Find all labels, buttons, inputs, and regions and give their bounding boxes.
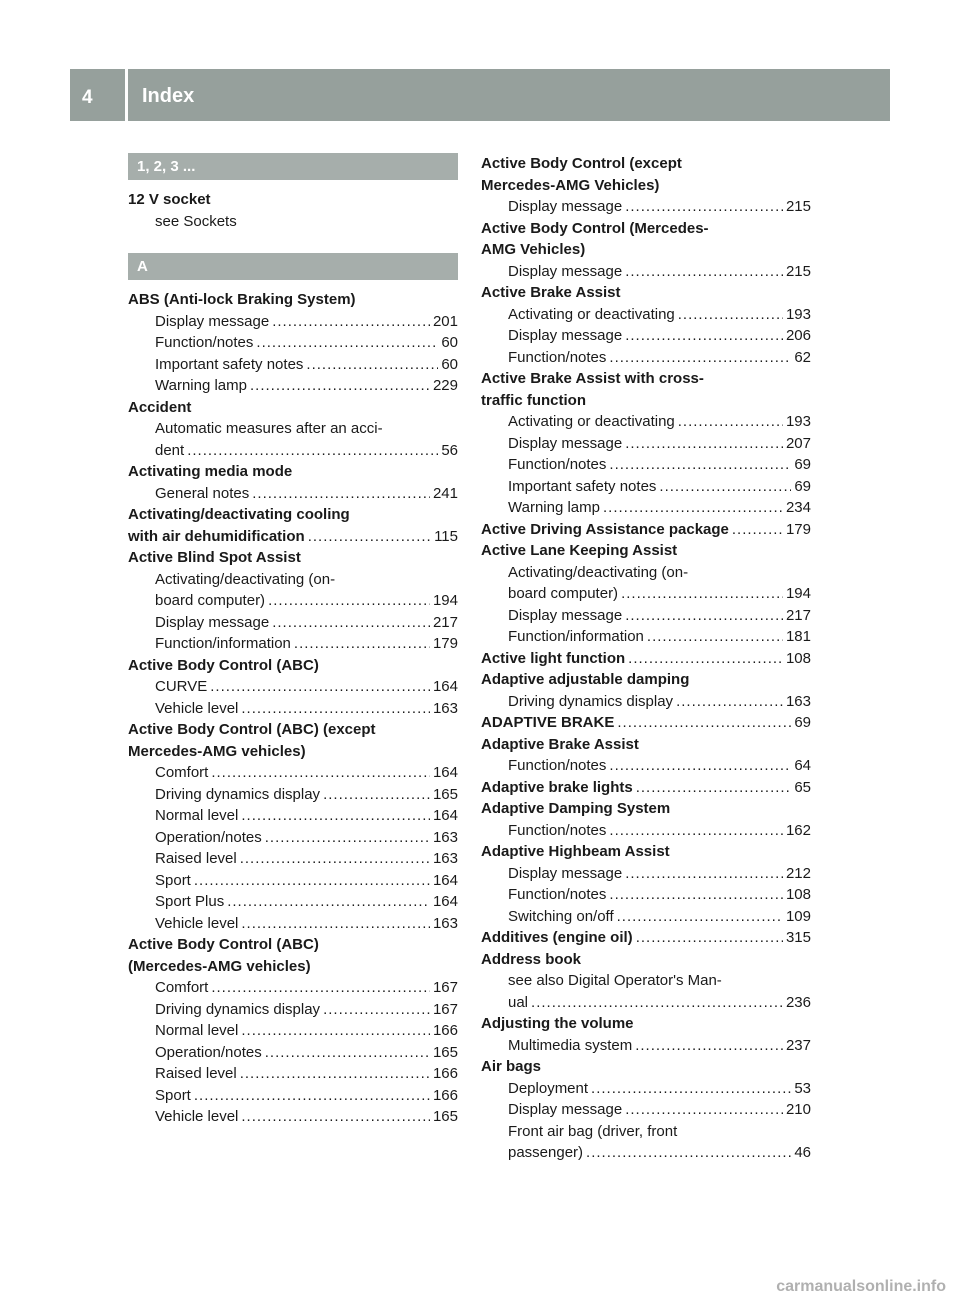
page-reference: 164 [432, 764, 458, 781]
index-subentry [481, 626, 811, 648]
watermark: carmanualsonline.info [776, 1278, 946, 1295]
index-subentry [128, 1042, 458, 1064]
page-reference: 163 [432, 850, 458, 867]
entry-label: Additives (engine oil) [481, 929, 633, 946]
index-subentry [128, 612, 458, 634]
index-term: Adjusting the volume [481, 1015, 634, 1032]
entry-label: Deployment [508, 1079, 589, 1097]
page-reference: 215 [785, 198, 811, 215]
dot-leader [265, 1042, 430, 1064]
entry-label: Comfort [155, 979, 209, 996]
index-subentry [481, 433, 811, 455]
index-subentry [481, 884, 811, 906]
index-subentry [481, 497, 811, 519]
page-reference: 166 [432, 1065, 458, 1082]
dot-leader [609, 820, 783, 842]
index-term-with-page [481, 927, 811, 949]
page-reference: 53 [794, 1079, 811, 1097]
dot-leader [308, 526, 431, 548]
index-term: Active Brake Assist with cross- [481, 370, 704, 387]
page-reference: 69 [794, 714, 811, 731]
dot-leader [294, 633, 430, 655]
dot-leader [617, 906, 783, 928]
entry-label: Raised level [155, 1065, 237, 1082]
dot-leader [609, 454, 791, 476]
dot-leader [211, 762, 430, 784]
entry-label: Driving dynamics display [508, 692, 674, 710]
index-subentry [128, 784, 458, 806]
entry-label: Warning lamp [508, 499, 600, 516]
entry-label: CURVE [155, 678, 208, 695]
entry-label: General notes [155, 484, 250, 502]
entry-label: Display message [155, 613, 270, 631]
entry-label: Display message [508, 606, 623, 624]
index-subentry-text: Activating/deactivating (on- [508, 563, 689, 581]
entry-label: Adaptive brake lights [481, 778, 633, 796]
page-reference: 207 [785, 434, 811, 452]
entry-label: Operation/notes [155, 1043, 262, 1061]
index-term: Active Body Control (ABC) (except [128, 721, 376, 738]
dot-leader [625, 605, 783, 627]
page-reference: 201 [432, 312, 458, 330]
dot-leader [268, 590, 430, 612]
page-reference: 163 [432, 914, 458, 932]
index-subentry [481, 1142, 811, 1164]
index-subentry [128, 1106, 458, 1128]
entry-label: Sport [155, 1086, 191, 1104]
entry-label: Vehicle level [155, 699, 239, 717]
index-term: Active Lane Keeping Assist [481, 542, 678, 559]
header-divider [125, 69, 128, 121]
page-reference: 194 [785, 585, 811, 602]
entry-label: Display message [508, 1101, 623, 1118]
dot-leader [617, 712, 791, 734]
dot-leader [252, 483, 430, 505]
index-subentry [128, 827, 458, 849]
page-reference: 165 [432, 1043, 458, 1061]
dot-leader [272, 311, 430, 333]
entry-label: Function/notes [508, 456, 607, 473]
index-subentry-text: Automatic measures after an acci- [155, 420, 383, 437]
page-reference: 236 [785, 993, 811, 1011]
index-term-with-page [481, 648, 811, 670]
entry-label: Display message [508, 262, 623, 280]
index-subentry [128, 375, 458, 397]
dot-leader [659, 476, 791, 498]
entry-label: ual [508, 993, 529, 1011]
section-header: A [128, 253, 458, 280]
entry-label: Important safety notes [155, 355, 304, 373]
entry-label: Display message [508, 327, 623, 344]
page-reference: 163 [432, 828, 458, 846]
entry-label: Function/notes [508, 757, 607, 774]
page-reference: 69 [794, 456, 811, 473]
dot-leader [609, 347, 791, 369]
index-subentry [128, 676, 458, 698]
dot-leader [241, 913, 430, 935]
index-term: 12 V socket [128, 191, 211, 208]
index-subentry-text: see also Digital Operator's Man- [508, 972, 722, 989]
page-reference: 193 [785, 305, 811, 323]
index-term: Active Body Control (except [481, 155, 682, 172]
entry-label: ADAPTIVE BRAKE [481, 714, 615, 731]
page-reference: 108 [785, 649, 811, 667]
index-subentry [128, 354, 458, 376]
index-subentry [481, 583, 811, 605]
entry-label: Active Driving Assistance package [481, 520, 729, 538]
entry-label: Function/notes [155, 334, 254, 351]
dot-leader [194, 1085, 430, 1107]
page-reference: 165 [432, 785, 458, 803]
index-subentry [481, 1078, 811, 1100]
entry-label: Activating or deactivating [508, 413, 675, 430]
page-reference: 241 [432, 484, 458, 502]
page-reference: 206 [785, 327, 811, 344]
dot-leader [647, 626, 783, 648]
dot-leader [625, 325, 783, 347]
dot-leader [678, 411, 783, 433]
index-subentry [128, 762, 458, 784]
index-term: Mercedes-AMG Vehicles) [481, 176, 660, 194]
dot-leader [625, 1099, 783, 1121]
index-term: Adaptive Highbeam Assist [481, 843, 670, 860]
page-reference: 179 [785, 520, 811, 538]
entry-label: board computer) [508, 585, 619, 602]
entry-label: Function/information [155, 635, 291, 652]
entry-label: Operation/notes [155, 828, 262, 846]
page-reference: 46 [794, 1144, 811, 1161]
entry-label: Driving dynamics display [155, 1000, 321, 1018]
index-term: Accident [128, 398, 192, 416]
index-subentry [128, 1085, 458, 1107]
index-subentry [481, 325, 811, 347]
index-subentry [128, 977, 458, 999]
page-reference: 62 [794, 348, 811, 366]
entry-label: Display message [508, 864, 623, 882]
index-term: Active Body Control (ABC) [128, 936, 319, 953]
page-reference: 229 [432, 377, 458, 394]
index-subentry [481, 411, 811, 433]
page-reference: 315 [785, 929, 811, 946]
index-term-with-page [481, 712, 811, 734]
dot-leader [240, 1063, 430, 1085]
entry-label: Switching on/off [508, 907, 614, 925]
index-subentry [481, 347, 811, 369]
index-subentry [481, 992, 811, 1014]
entry-label: Driving dynamics display [155, 785, 321, 803]
entry-label: passenger) [508, 1144, 584, 1161]
index-subentry [481, 906, 811, 928]
page-reference: 64 [794, 757, 811, 774]
index-subentry [128, 483, 458, 505]
dot-leader [625, 863, 783, 885]
page-reference: 217 [785, 606, 811, 624]
index-subentry [128, 913, 458, 935]
dot-leader [625, 196, 783, 218]
page-reference: 167 [432, 979, 458, 996]
index-subentry [128, 332, 458, 354]
page-reference: 65 [794, 778, 811, 796]
page-reference: 60 [441, 355, 458, 373]
entry-label: Function/notes [508, 886, 607, 903]
dot-leader [194, 870, 430, 892]
page-reference: 215 [785, 262, 811, 280]
page-reference: 194 [432, 592, 458, 609]
index-subentry [128, 999, 458, 1021]
dot-leader [603, 497, 783, 519]
index-term-with-page [481, 777, 811, 799]
page-reference: 212 [785, 864, 811, 882]
page-reference: 164 [432, 893, 458, 910]
dot-leader [609, 755, 791, 777]
dot-leader [625, 433, 783, 455]
page-reference: 163 [785, 692, 811, 710]
dot-leader [678, 304, 783, 326]
index-subentry [481, 1099, 811, 1121]
index-term-with-page [128, 526, 458, 548]
dot-leader [625, 261, 783, 283]
index-term: Activating media mode [128, 463, 293, 480]
index-subentry [481, 476, 811, 498]
index-term-with-page [481, 519, 811, 541]
index-subentry [128, 1020, 458, 1042]
index-term: Mercedes-AMG vehicles) [128, 742, 306, 760]
entry-label: board computer) [155, 592, 266, 609]
index-term: Adaptive Brake Assist [481, 735, 639, 753]
dot-leader [609, 884, 783, 906]
dot-leader [210, 676, 430, 698]
dot-leader [586, 1142, 791, 1164]
dot-leader [591, 1078, 791, 1100]
index-subentry [481, 820, 811, 842]
entry-label: Important safety notes [508, 477, 657, 495]
page-reference: 164 [432, 871, 458, 889]
entry-label: dent [155, 441, 185, 459]
page-reference: 181 [785, 628, 811, 645]
page-reference: 167 [432, 1000, 458, 1018]
entry-label: Display message [155, 312, 270, 330]
index-term: Active Brake Assist [481, 284, 621, 301]
index-term: ABS (Anti-lock Braking System) [128, 291, 356, 308]
index-subentry-text: Front air bag (driver, front [508, 1122, 678, 1140]
index-term: Active Body Control (ABC) [128, 656, 319, 674]
index-subentry [128, 698, 458, 720]
index-column-right [481, 153, 811, 1164]
index-subentry [128, 848, 458, 870]
entry-label: Normal level [155, 1022, 239, 1039]
page-reference: 163 [432, 699, 458, 717]
index-subentry [128, 805, 458, 827]
entry-label: Function/notes [508, 821, 607, 839]
page-reference: 210 [785, 1101, 811, 1118]
page-reference: 162 [785, 821, 811, 839]
index-subentry [481, 755, 811, 777]
dot-leader [240, 848, 430, 870]
index-subentry [128, 311, 458, 333]
dot-leader [621, 583, 783, 605]
index-subentry [481, 1035, 811, 1057]
index-subentry [128, 870, 458, 892]
entry-label: Function/information [508, 628, 644, 645]
page-reference: 56 [441, 441, 458, 459]
dot-leader [636, 927, 783, 949]
index-subentry [481, 691, 811, 713]
page-reference: 193 [785, 413, 811, 430]
dot-leader [531, 992, 783, 1014]
entry-label: Raised level [155, 850, 237, 867]
index-subentry [128, 891, 458, 913]
dot-leader [323, 999, 430, 1021]
index-subentry [481, 304, 811, 326]
page-reference: 217 [432, 613, 458, 631]
page-reference: 69 [794, 477, 811, 495]
index-term: traffic function [481, 391, 586, 409]
index-term: Active Body Control (Mercedes- [481, 219, 709, 237]
index-subentry [481, 454, 811, 476]
dot-leader [211, 977, 430, 999]
entry-label: Function/notes [508, 348, 607, 366]
entry-label: Active light function [481, 649, 626, 667]
entry-label: Vehicle level [155, 914, 239, 932]
dot-leader [636, 777, 792, 799]
index-subentry-text: see Sockets [155, 212, 237, 230]
entry-label: Vehicle level [155, 1108, 239, 1125]
page-title: Index [142, 85, 195, 107]
page-reference: 237 [785, 1036, 811, 1054]
dot-leader [187, 440, 438, 462]
page-reference: 166 [432, 1022, 458, 1039]
entry-label: Display message [508, 198, 623, 215]
page-reference: 165 [432, 1108, 458, 1125]
page-reference: 166 [432, 1086, 458, 1104]
index-term: Adaptive Damping System [481, 800, 671, 817]
dot-leader [323, 784, 430, 806]
section-header: 1, 2, 3 ... [128, 153, 458, 180]
index-term: (Mercedes-AMG vehicles) [128, 957, 311, 975]
index-term: AMG Vehicles) [481, 241, 586, 258]
entry-label: with air dehumidification [128, 527, 305, 545]
entry-label: Multimedia system [508, 1036, 633, 1054]
index-term: Adaptive adjustable damping [481, 671, 690, 688]
page-reference: 234 [785, 499, 811, 516]
dot-leader [265, 827, 430, 849]
index-subentry [128, 590, 458, 612]
dot-leader [241, 805, 430, 827]
dot-leader [241, 698, 430, 720]
index-subentry [481, 196, 811, 218]
index-subentry [481, 261, 811, 283]
entry-label: Comfort [155, 764, 209, 781]
index-subentry [128, 1063, 458, 1085]
entry-label: Warning lamp [155, 377, 247, 394]
page-reference: 109 [785, 907, 811, 925]
entry-label: Display message [508, 434, 623, 452]
index-term: Active Blind Spot Assist [128, 549, 301, 566]
page-number: 4 [82, 87, 93, 108]
index-subentry [128, 440, 458, 462]
index-subentry [481, 863, 811, 885]
dot-leader [256, 332, 438, 354]
dot-leader [732, 519, 783, 541]
entry-label: Normal level [155, 807, 239, 824]
entry-label: Sport Plus [155, 893, 225, 910]
index-term: Activating/deactivating cooling [128, 506, 350, 523]
dot-leader [227, 891, 430, 913]
page-reference: 115 [434, 527, 458, 545]
index-subentry-text: Activating/deactivating (on- [155, 570, 336, 588]
dot-leader [241, 1106, 430, 1128]
index-subentry [481, 605, 811, 627]
entry-label: Sport [155, 871, 191, 889]
index-term: Air bags [481, 1058, 542, 1075]
dot-leader [272, 612, 430, 634]
page-reference: 179 [432, 635, 458, 652]
dot-leader [628, 648, 783, 670]
page-reference: 108 [785, 886, 811, 903]
page-reference: 60 [441, 334, 458, 351]
dot-leader [241, 1020, 430, 1042]
page-reference: 164 [432, 807, 458, 824]
page-reference: 164 [432, 678, 458, 695]
dot-leader [676, 691, 783, 713]
index-column-left [128, 153, 458, 1128]
entry-label: Activating or deactivating [508, 305, 675, 323]
dot-leader [635, 1035, 783, 1057]
index-subentry [128, 633, 458, 655]
dot-leader [250, 375, 430, 397]
index-term: Address book [481, 950, 582, 968]
dot-leader [306, 354, 438, 376]
